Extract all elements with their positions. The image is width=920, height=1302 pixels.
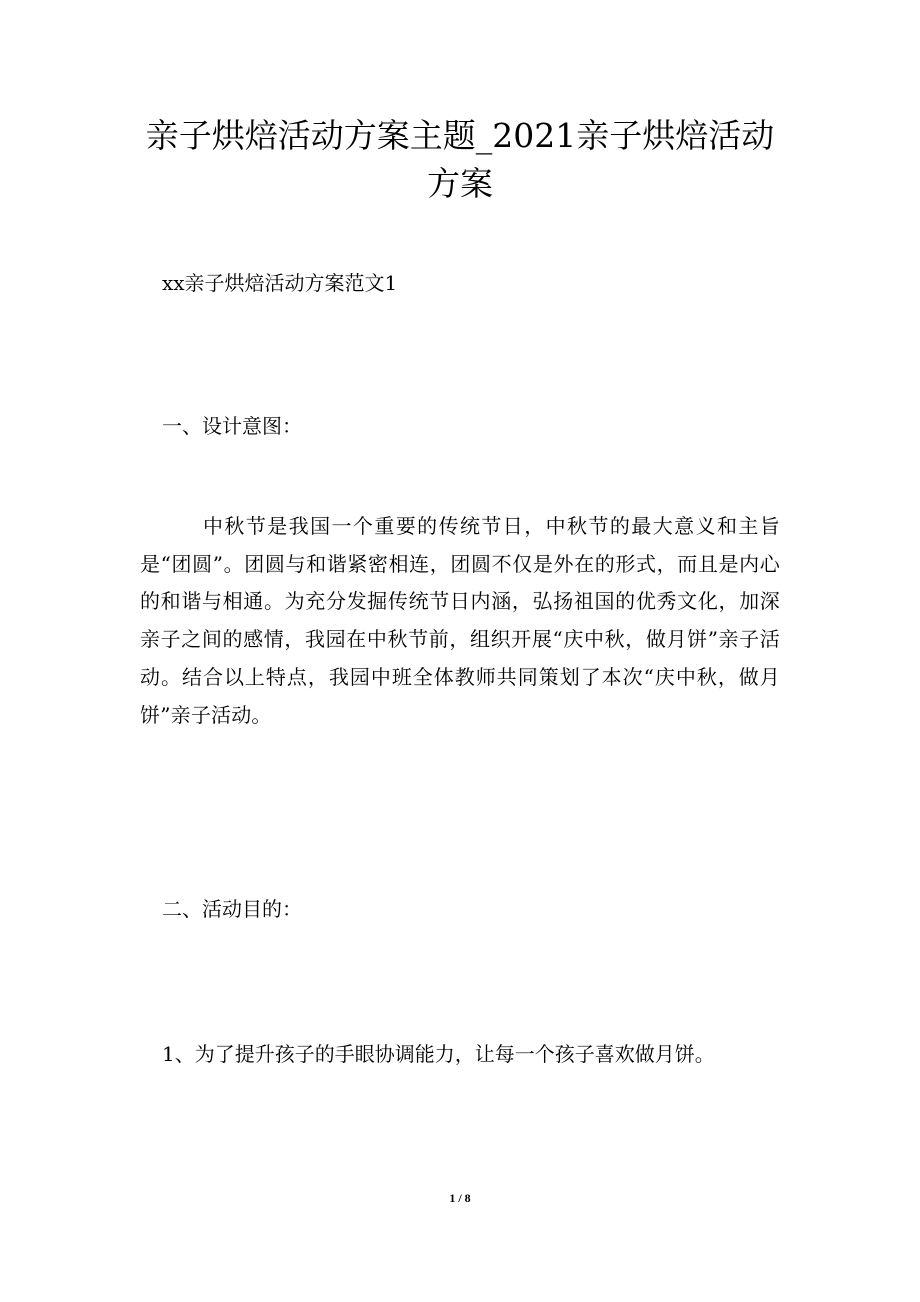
title-line-1: 亲子烘焙活动方案主题_2021亲子烘焙活动 [145, 116, 775, 155]
section-heading-activity-purpose: 二、活动目的： [162, 897, 302, 921]
title-line-2: 方案 [427, 164, 493, 203]
subtitle: xx亲子烘焙活动方案范文1 [162, 271, 398, 295]
page-title [120, 112, 800, 208]
section-heading-design-intent: 一、设计意图： [162, 414, 302, 438]
design-intent-paragraph: 中秋节是我国一个重要的传统节日，中秋节的最大意义和主旨是“团圆”。团圆与和谐紧密相连，团圆不仅是外在的形式，而且是内心的和谐与相通。为充分发掘传统节日内涵，弘扬祖国的优秀文化，加深亲子之间的感情，我园在中秋节前，组织开展“庆中秋，做月饼”亲子活动。结合以上特点，我园中班全体教师共同策划了本次“庆中秋，做月饼”亲子活动。 [140, 514, 780, 727]
page-indicator: 1 / 8 [449, 1191, 471, 1205]
activity-purpose-item-1: 1、为了提升孩子的手眼协调能力，让每一个孩子喜欢做月饼。 [162, 1042, 715, 1066]
